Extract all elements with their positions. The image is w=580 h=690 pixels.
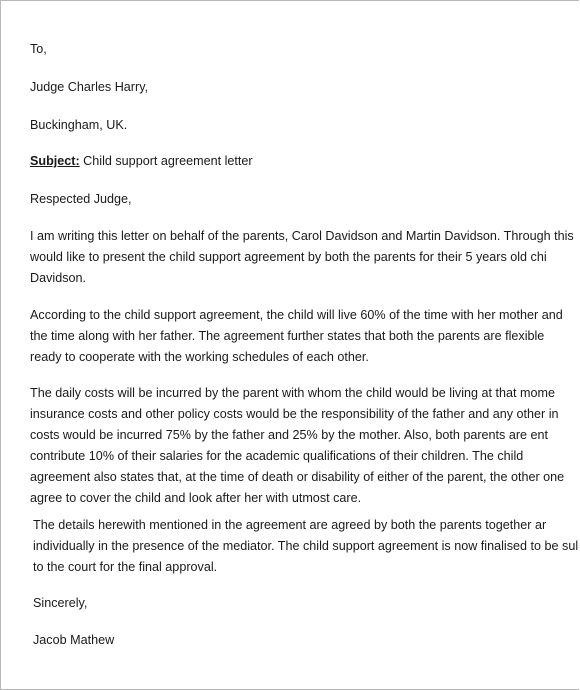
- paragraph-2: [30, 305, 579, 368]
- paragraph-line: agreement also states that, at the time of death or disability of either of the parent, the other one: [30, 470, 565, 484]
- paragraph-line: I am writing this letter on behalf of the parents, Carol Davidson and Martin Davidson. Through this: [30, 229, 574, 243]
- paragraph-line: individually in the presence of the mediator. The child support agreement is now finalised to be sul: [33, 539, 579, 553]
- signature: Jacob Mathew: [33, 633, 115, 647]
- paragraph-line: contribute 10% of their salaries for the academic qualifications of their children. The child: [30, 449, 524, 463]
- subject-text: Child support agreement letter: [79, 154, 253, 168]
- paragraph-line: The daily costs will be incurred by the parent with whom the child would be living at that mome: [30, 386, 555, 400]
- paragraph-line: the time along with her father. The agreement further states that both the parents are flexible: [30, 329, 545, 343]
- greeting: Respected Judge,: [30, 192, 132, 206]
- paragraph-line: Davidson.: [30, 271, 87, 285]
- paragraph-line: The details herewith mentioned in the agreement are agreed by both the parents together ar: [33, 518, 547, 532]
- paragraph-line: costs would be incurred 75% by the father and 25% by the mother. Also, both parents are ent: [30, 428, 549, 442]
- paragraph-line: According to the child support agreement, the child will live 60% of the time with her mother and: [30, 308, 563, 322]
- paragraph-3: [30, 383, 579, 509]
- recipient-location: Buckingham, UK.: [30, 118, 128, 132]
- paragraph-line: insurance costs and other policy costs would be the responsibility of the father and any other in: [30, 407, 559, 421]
- paragraph-line: would like to present the child support agreement by both the parents for their 5 years old chi: [30, 250, 547, 264]
- paragraph-line: agree to cover the child and look after her with utmost care.: [30, 491, 362, 505]
- paragraph-line: ready to cooperate with the working schedules of each other.: [30, 350, 369, 364]
- salutation-to: To,: [30, 42, 47, 56]
- subject-line: [30, 153, 253, 169]
- paragraph-line: to the court for the final approval.: [33, 560, 218, 574]
- paragraph-1: [30, 226, 579, 289]
- closing: Sincerely,: [33, 596, 88, 610]
- paragraph-4: [33, 515, 579, 578]
- recipient-name: Judge Charles Harry,: [30, 80, 149, 94]
- subject-label: Subject:: [30, 154, 80, 168]
